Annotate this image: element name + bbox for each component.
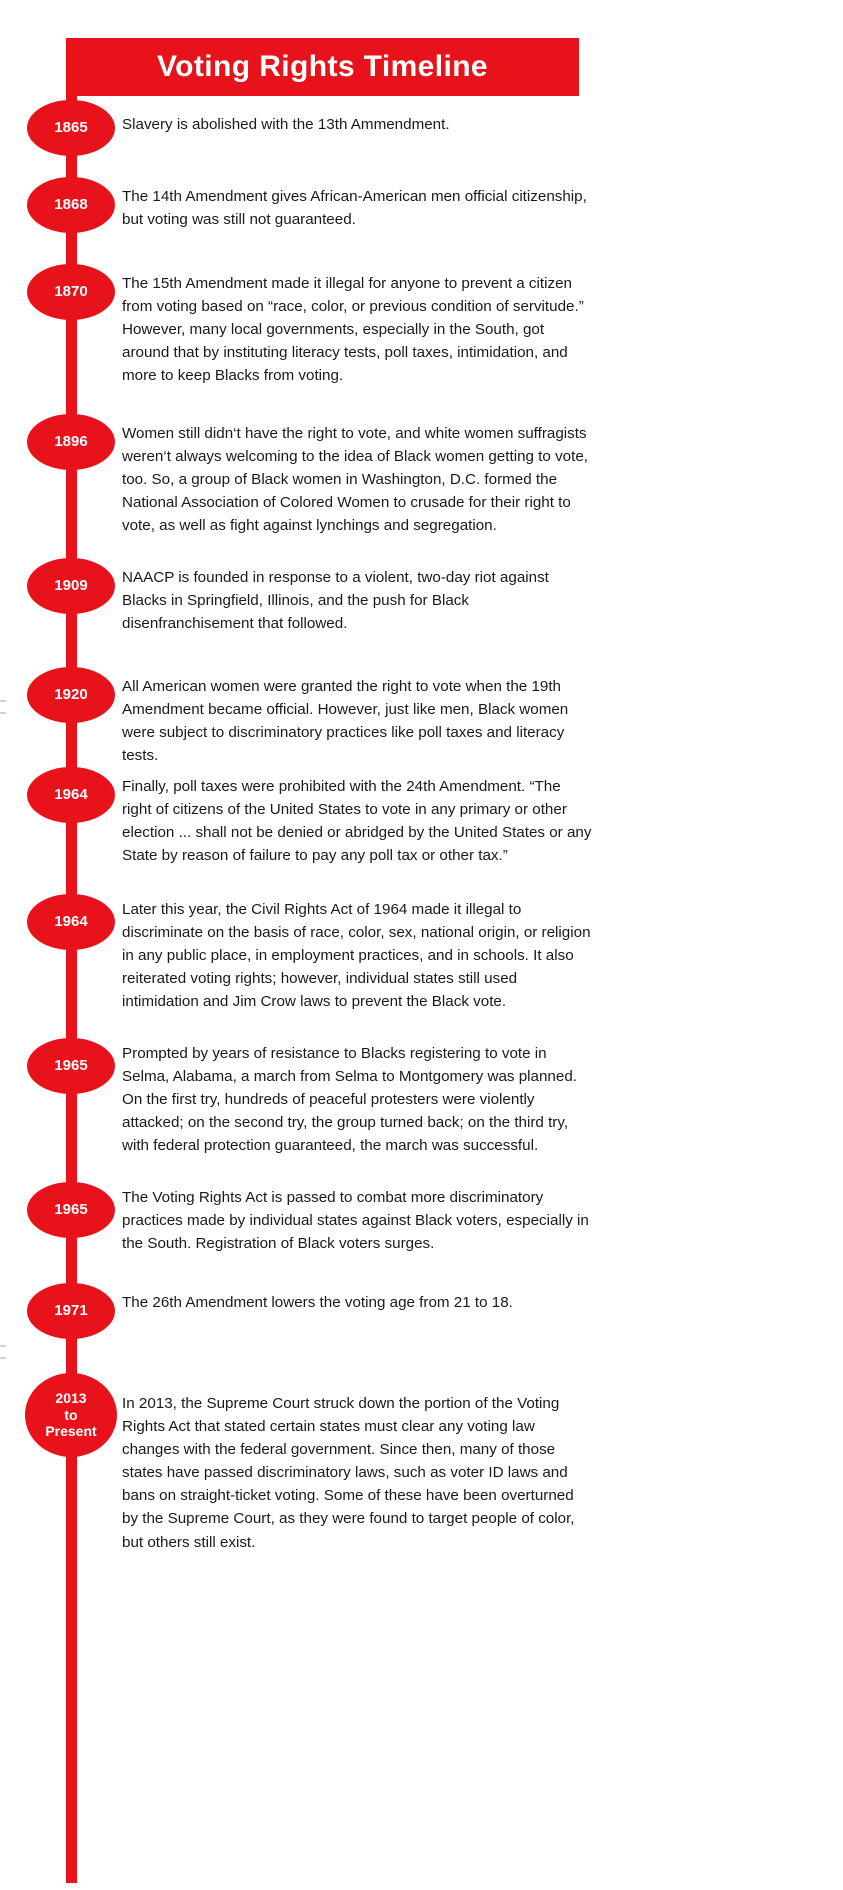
timeline-year-marker[interactable]: [25, 1373, 117, 1457]
timeline-entry-text: The 26th Amendment lowers the voting age from 21 to 18.: [122, 1294, 513, 1311]
timeline-entry-text: Prompted by years of resistance to Blacks registering to vote in Selma, Alabama, a march from Selma to Montgomery was planned. On the first try, hundreds of peaceful protesters were violently attacked; on the second try, the group turned back; on the third try, with federal protection guaranteed, the march was successful.: [122, 1045, 577, 1155]
timeline-year-label: 1965: [54, 1201, 88, 1219]
timeline-title-banner: [66, 38, 579, 96]
timeline-year-label: 1896: [54, 433, 88, 451]
scan-edge-mark: [0, 712, 6, 714]
timeline-entry-text: Women still didn‘t have the right to vote, and white women suffragists weren‘t always welcoming to the idea of Black women getting to vote, too. So, a group of Black women in Washington, D.C. formed the National Association of Colored Women to crusade for their right to vote, as well as fight against lynchings and segregation.: [122, 425, 588, 535]
timeline-entry-text: The 15th Amendment made it illegal for anyone to prevent a citizen from voting based on “race, color, or previous condition of servitude.” However, many local governments, especially in the South, got around that by instituting literacy tests, poll taxes, intimidation, and more to keep Blacks from voting.: [122, 275, 584, 385]
scan-edge-mark: [0, 1357, 6, 1359]
timeline-entry-text: The Voting Rights Act is passed to combat more discriminatory practices made by individual states against Black voters, especially in the South. Registration of Black voters surges.: [122, 1189, 589, 1253]
timeline-year-label: 1868: [54, 196, 88, 214]
timeline-year-label: 2013 to Present: [45, 1390, 97, 1440]
timeline-year-label: 1865: [54, 119, 88, 137]
timeline-entry-text: Later this year, the Civil Rights Act of 1964 made it illegal to discriminate on the basis of race, color, sex, national origin, or religion in any public place, in employment practices, and in schools. It also reiterated voting rights; however, individual states still used intimidation and Jim Crow laws to prevent the Black vote.: [122, 901, 591, 1011]
timeline-year-label: 1964: [54, 913, 88, 931]
timeline-entry-text: The 14th Amendment gives African-American men official citizenship, but voting was still not guaranteed.: [122, 188, 587, 229]
timeline-year-marker[interactable]: [27, 558, 115, 614]
timeline-year-marker[interactable]: [27, 100, 115, 156]
timeline-year-label: 1971: [54, 1302, 88, 1320]
scan-edge-mark: [0, 700, 6, 702]
timeline-year-marker[interactable]: [27, 767, 115, 823]
timeline-entry-text: All American women were granted the right to vote when the 19th Amendment became official. However, just like men, Black women were subject to discriminatory practices like poll taxes and literacy tests.: [122, 678, 569, 765]
timeline-year-marker[interactable]: [27, 1182, 115, 1238]
timeline-year-marker[interactable]: [27, 414, 115, 470]
timeline-year-marker[interactable]: [27, 1038, 115, 1094]
timeline-entry-text: Slavery is abolished with the 13th Ammendment.: [122, 116, 450, 133]
timeline-year-label: 1909: [54, 577, 88, 595]
timeline-year-label: 1964: [54, 786, 88, 804]
timeline-entry-text: In 2013, the Supreme Court struck down the portion of the Voting Rights Act that stated certain states must clear any voting law changes with the federal government. Since then, many of those states have passed discriminatory laws, such as voter ID laws and bans on straight-ticket voting. Some of these have been overturned by the Supreme Court, as they were found to target people of color, but others still exist.: [122, 1395, 575, 1551]
timeline-year-label: 1870: [54, 283, 88, 301]
scan-edge-mark: [0, 1345, 6, 1347]
timeline-year-label: 1965: [54, 1057, 88, 1075]
page-title: Voting Rights Timeline: [156, 50, 489, 83]
timeline-year-marker[interactable]: [27, 894, 115, 950]
timeline-entry-text: NAACP is founded in response to a violent, two-day riot against Blacks in Springfield, Illinois, and the push for Black disenfranchisement that followed.: [122, 569, 549, 633]
timeline-year-marker[interactable]: [27, 177, 115, 233]
timeline-year-label: 1920: [54, 686, 88, 704]
timeline-year-marker[interactable]: [27, 1283, 115, 1339]
timeline-year-marker[interactable]: [27, 667, 115, 723]
timeline-year-marker[interactable]: [27, 264, 115, 320]
timeline-entry-text: Finally, poll taxes were prohibited with the 24th Amendment. “The right of citizens of the United States to vote in any primary or other election ... shall not be denied or abridged by the United States or any State by reason of failure to pay any poll tax or other tax.”: [122, 778, 592, 865]
